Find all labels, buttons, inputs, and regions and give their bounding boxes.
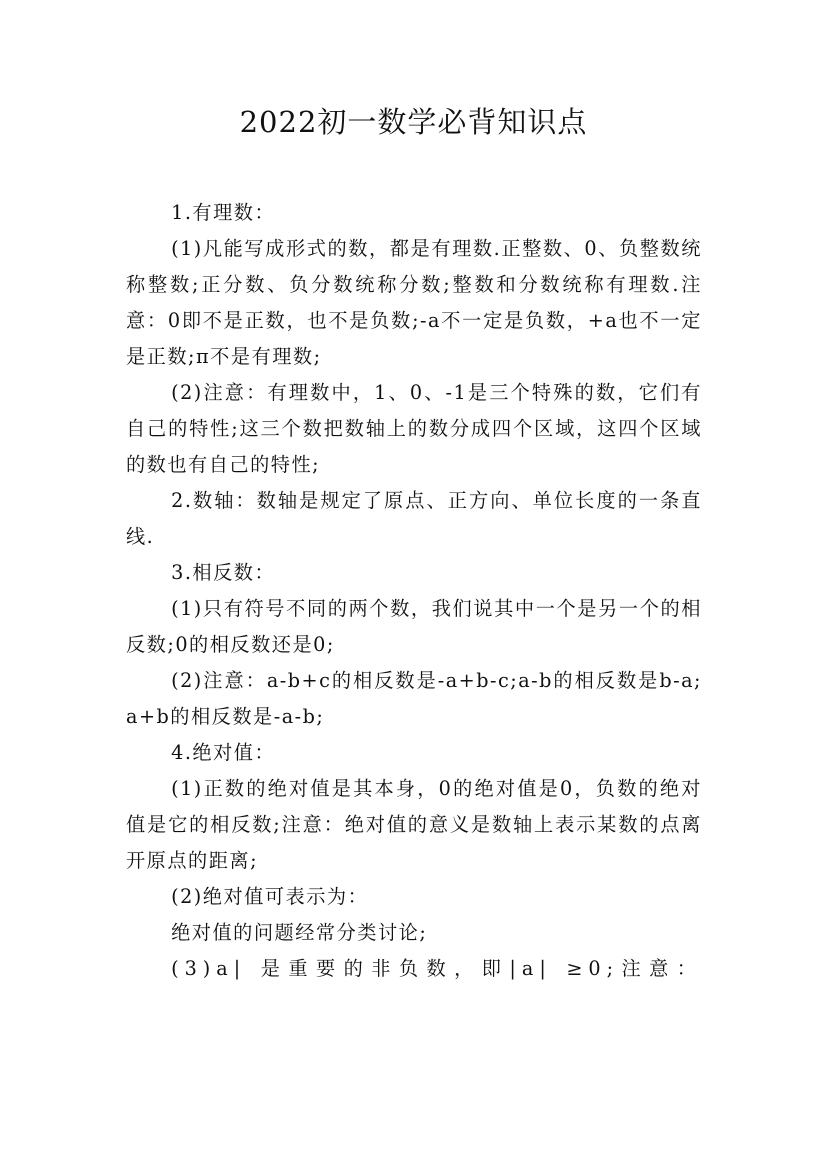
paragraph-absolute-value-expression: (2)绝对值可表示为： xyxy=(171,885,369,908)
paragraph-opposite-numbers-note: (2)注意：a-b+c的相反数是-a+b-c;a-b的相反数是b-a;a+b的相反数是-a-b; xyxy=(126,669,702,728)
paragraph-opposite-numbers-definition: (1)只有符号不同的两个数，我们说其中一个是另一个的相反数;0的相反数还是0; xyxy=(126,597,702,656)
document-title: 2022初一数学必背知识点 xyxy=(239,105,588,139)
paragraph-number-line: 2.数轴：数轴是规定了原点、正方向、单位长度的一条直线. xyxy=(126,489,702,548)
paragraph-absolute-value-nonnegative: (3)a| 是重要的非负数，即|a| ≥0;注意： xyxy=(171,957,702,980)
paragraph-rational-numbers-note: (2)注意：有理数中，1、0、-1是三个特殊的数，它们有自己的特性;这三个数把数轴上的数分成四个区域，这四个区域的数也有自己的特性; xyxy=(126,381,702,476)
paragraph-rational-numbers-definition: (1)凡能写成形式的数，都是有理数.正整数、0、负整数统称整数;正分数、负分数统称分数;整数和分数统称有理数.注意：0即不是正数，也不是负数;-a不一定是负数，+a也不一定是正数;π不是有理数; xyxy=(126,237,702,368)
paragraph-absolute-value-heading: 4.绝对值： xyxy=(171,741,276,764)
document-body xyxy=(126,195,702,987)
paragraph-absolute-value-discussion: 绝对值的问题经常分类讨论; xyxy=(171,921,428,944)
paragraph-opposite-numbers-heading: 3.相反数： xyxy=(171,561,276,584)
paragraph-rational-numbers-heading: 1.有理数： xyxy=(171,201,276,224)
paragraph-absolute-value-definition: (1)正数的绝对值是其本身，0的绝对值是0，负数的绝对值是它的相反数;注意：绝对值的意义是数轴上表示某数的点离开原点的距离; xyxy=(126,777,702,872)
